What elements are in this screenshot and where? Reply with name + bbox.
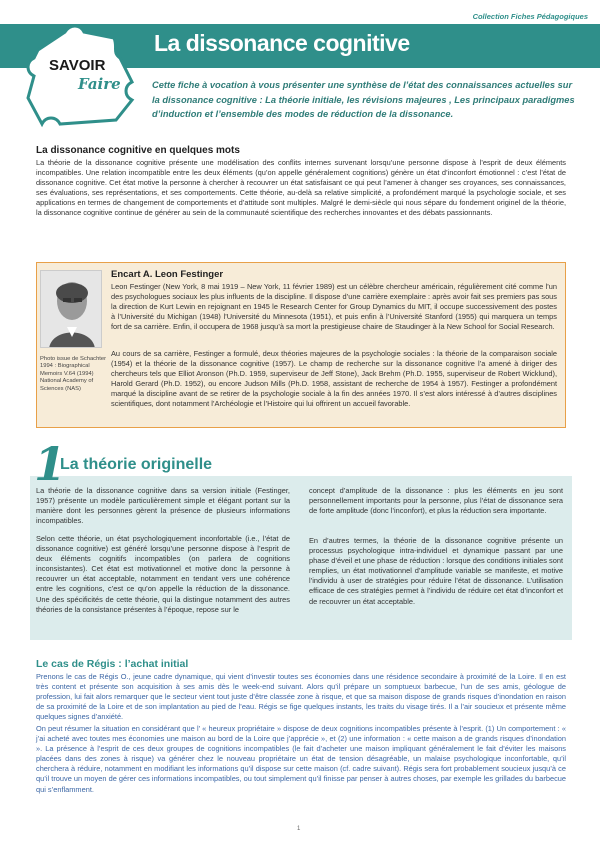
- badge-faire: Faire: [78, 75, 121, 93]
- theory-left-paragraph-2: Selon cette théorie, un état psychologiquement inconfortable (i.e., l’état de dissonance cognitive) est généré lorsqu’une personne dispose à l’esprit de deux éléments cognitifs incompatibles (on parlera de cognitions inconsistantes). Cet état est motivationnel et motive donc la personne à recouvrer un état acceptable, notamment en tendant vers une cohérence entre les cognitions, c’est ce qu’on appelle la réduction de la dissonance. Une des spécificités de cette théorie, qui la distingue notamment des autres théories de la consistance présentes à l’époque, repose sur le: [36, 534, 290, 614]
- portrait-photo: [40, 270, 102, 348]
- section-heading-theorie: La théorie originelle: [60, 456, 213, 473]
- bio-heading: Encart A. Leon Festinger: [111, 269, 224, 280]
- theory-left-paragraph-1: La théorie de la dissonance cognitive dans sa version initiale (Festinger, 1957) présente un modèle particulièrement simple et élégant portant sur la manière dont les personnes gèrent la présence de plusieurs informations incompatibles.: [36, 486, 290, 526]
- theory-right-paragraph-1: concept d’amplitude de la dissonance : plus les éléments en jeu sont personnellement importants pour la personne, plus l’état de dissonance sera de forte amplitude (donc l’inconfort), et plus la réduction sera importante.: [309, 486, 563, 516]
- theory-right-paragraph-2: En d’autres termes, la théorie de la dissonance cognitive présente un processus psychologique intra-individuel et dynamique passant par une phase d’éveil et une phase de réduction : lorsque des conditions initiales sont remplies, un état motivationnel d’amplitude variable se manifeste, et motive l’individu à user de stratégies pour réduire l’état de dissonance. L’utilisation efficace de ces stratégies permet à l’individu de réduire cet état d’inconfort et de recouvrer un état acceptable.: [309, 536, 563, 606]
- regis-paragraph-1: Prenons le cas de Régis O., jeune cadre dynamique, qui vient d’investir toutes ses économies dans une résidence secondaire à proximité de la Loire. Il en est très content et présente son acquisition à ses amis dès le week-end suivant. Alors qu’il prépare un somptueux barbecue, l’un de ses amis, géologue de profession, lui fait alors remarquer que le secteur vient tout juste d’être classée zone à risque, et que sa maison dispose de grands risques d’inondation en raison de sa proximité de la Loire et de son implantation au pied de l’eau. Régis se fige quelques instants, les traits du visage tirés. Il a l’air soucieux et présente même quelques signes d’anxiété.: [36, 672, 566, 722]
- bio-paragraph-2: Au cours de sa carrière, Festinger a formulé, deux théories majeures de la psychologie sociales : la théorie de la comparaison sociale (1954) et la théorie de la dissonance cognitive (1957). Le champ de recherche sur la dissonance cognitive l’a amené à diriger des chercheurs tels que Elliot Aronson (Ph.D. 1959, superviseur de Jeff Stone), Jack Brehm (Ph.D. 1955, superviseur de Robert Wicklund), Harold Gerard (Ph.D. 1952), ou encore Judson Mills (Ph.D. 1958, assistant de recherche de 1954 à 1957). Festinger a profondément marqué la discipline avant de se retirer de la psychologie sociale à la fin des années 1970. Il s’est alors intéressé à d’autres disciplines scientifiques, dont notamment l’Archéologie et l’Histoire qui lui offrirent un accueil favorable.: [111, 349, 557, 409]
- section-heading-regis: Le cas de Régis : l’achat initial: [36, 658, 189, 670]
- section-heading-quelques-mots: La dissonance cognitive en quelques mots: [36, 145, 240, 156]
- bio-paragraph-1: Leon Festinger (New York, 8 mai 1919 – New York, 11 février 1989) est un célèbre chercheur américain, régulièrement cité comme l’un des psychologues sociaux les plus influents de la discipline. Il dispose d’une carrière exemplaire : après avoir fait ses premiers pas sous la direction de Kurt Lewin en rejoignant en 1945 le Research Center for Group Dynamics du MIT, il occupe successivement des postes à l’Université du Michigan (1948) l’Université du Minnesota (1951), et puis enfin à l’Université Stanford (1955) qui marquera un temps fort de sa carrière. Enfin, il occupera de 1968 jusqu’à sa mort la prestigieuse chaire de Staudinger à la New School for Social Research.: [111, 282, 557, 332]
- page-title: La dissonance cognitive: [154, 30, 410, 56]
- intro-text: Cette fiche à vocation à vous présenter une synthèse de l’état des connaissances actuelles sur la dissonance cognitive : La théorie initiale, les révisions majeures , Les principaux paradigmes d’induction et l’ensemble des modes de réduction de la dissonance.: [152, 80, 575, 119]
- photo-caption: Photo issue de Schachter 1994 : Biographical Memoirs V.64 (1994) National Academy of Sciences (NAS): [40, 356, 107, 392]
- badge-savoir: SAVOIR: [49, 57, 106, 74]
- collection-label: Collection Fiches Pédagogiques: [472, 12, 588, 21]
- definition-paragraph: La théorie de la dissonance cognitive présente une modélisation des conflits internes survenant lorsqu’une personne dispose à l’esprit de deux éléments incompatibles. Une relation incompatible entre les deux éléments (qu’on appelle généralement cognitions) génère un état d’inconfort émotionnel : c’est l’état de dissonance cognitive. Cet état motive la personne à chercher à recouvrer un état satisfaisant ce qui peut l’amener à changer ses croyances, ses connaissances, ses évaluations, ses représentations, et ses comportements. Cette théorie, au-delà sa relative simplicité, a profondément marqué la psychologie sociale, et ses applications en termes de changement de comportements et d’attitude sont multiples. Malgré le demi-siècle qui nous sépare du fondement originel de la théorie, la dissonance cognitive continue de générer au sein de la communauté scientifique des recherches innovantes et des débats passionnants.: [36, 158, 566, 218]
- regis-paragraph-2: On peut résumer la situation en considérant que l’ « heureux propriétaire » dispose de deux cognitions incompatibles présente à l’esprit. (1) Un comportement : « j’ai acheté avec toutes mes économies une maison au bord de la Loire que j’apprécie », et (2) une information : « cette maison a de grands risques d’inondation ». La présence à l’esprit de ces deux groupes de cognitions incompatibles (le fait d’acheter une maison impliquant généralement le fait d’éviter les maisons placées dans des zones à risque) va générer chez le nouveau propriétaire un état de tension désagréable, un malaise psychologique inconfortable, qu’il cherchera à réduire, notamment en modifiant les informations qu’il dispose sur cette maison (cf. cadre suivant). Régis sera fort probablement soucieux jusqu’à ce qu’il trouve un moyen de gérer ces informations incompatibles, ou tout simplement qu’il finisse par penser à autres choses, par exemple les grillades du barbecue qui s’enflamment.: [36, 724, 566, 794]
- section-number: 1: [34, 437, 67, 491]
- page-number: 1: [297, 826, 301, 832]
